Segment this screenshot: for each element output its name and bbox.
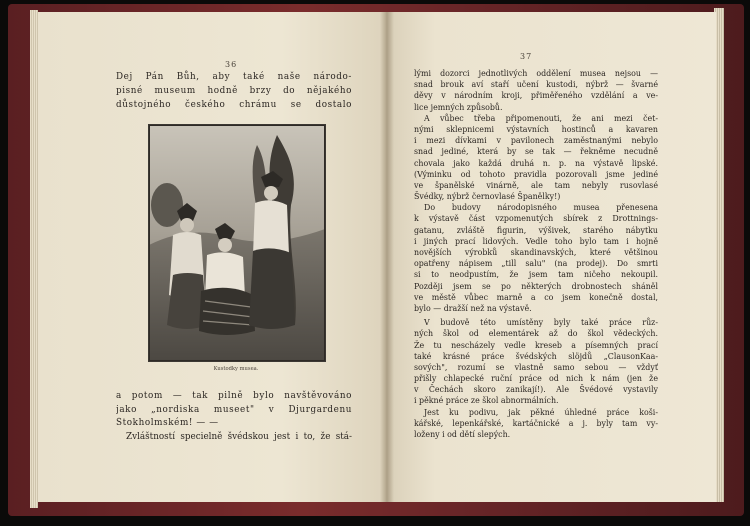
text-line: sových", rozumí se vlastně samo sebou — vždyť: [414, 362, 658, 372]
text-line: Do budovy národopisného musea přenesena: [424, 203, 658, 213]
text-line: pisné museum hodně brzy do nějakého: [116, 86, 352, 96]
text-line: novějších výrobků skandinavských, které většinou: [414, 248, 658, 257]
right-page: [386, 12, 716, 502]
text-line: V budově této umístěny byly také práce růz-: [424, 318, 658, 328]
text-line: také krásné práce švédských slöjdů „ClausonKaa-: [414, 351, 658, 361]
left-page-edges: [30, 10, 38, 508]
text-line: Švédky, nýbrž černovlasé Španělky!): [414, 192, 561, 202]
photo-figure: [148, 124, 326, 362]
text-line: ných škol od elementárek až do škol vědeckých.: [414, 329, 658, 339]
text-line: Dej Pán Bůh, aby také naše národo-: [116, 72, 352, 82]
text-line: bylo — dražší než na výstavě.: [414, 303, 532, 313]
figure-caption: Kustodky musea.: [213, 366, 259, 372]
text-line: nými sklepnicemi výstavních hostinců a kavaren: [414, 124, 658, 134]
text-line: Zvláštností specielně švédskou jest i to, že stá-: [126, 431, 352, 442]
left-page: [38, 12, 386, 502]
text-line: Že tu nescházely vedle kreseb a písemných prací: [414, 340, 658, 350]
right-page-number: 37: [520, 52, 533, 61]
book-gutter: [380, 12, 394, 502]
text-line: chovala jako každá druhá n. p. na výstavě lipské.: [414, 158, 658, 168]
text-line: loženy i od dětí slepých.: [414, 430, 511, 439]
text-line: i pěkné práce ze škol abnormálních.: [414, 396, 559, 406]
text-line: přišly chlapecké ruční práce od nich k nám (jen že: [414, 374, 658, 384]
text-line: děvy v národním kroji, přiměřeného vzdělání a ve-: [414, 91, 658, 101]
right-page-text: [414, 68, 658, 440]
text-line: Jest ku podivu, jak pěkné úhledné práce koši-: [424, 407, 658, 417]
text-line: Štokholmském! — —: [116, 418, 219, 428]
text-line: v Čechách skoro zanikají!). Ale Švédové vystavily: [414, 385, 658, 395]
text-line: (Výminku od tohoto pravidla pozorovali jsme jediné: [414, 169, 658, 179]
text-line: důstojného českého chrámu se dostalo: [116, 100, 352, 110]
text-line: gatanu, zvláště figurin, výšivek, starého nábytku: [414, 225, 658, 235]
text-line: opatřeny nápisem „till salu" (na prodej). Do smrti: [414, 259, 658, 269]
text-line: kářské, lepenkářské, kartáčnické a j. byly tam vy-: [414, 418, 658, 428]
text-line: snad jediné, která by se tak — řekněme necudně: [414, 147, 658, 157]
text-line: i jiných prací lidových. Vedle toho bylo tam i hojně: [414, 236, 658, 246]
left-page-number: 36: [225, 60, 238, 69]
text-line: snad brouk aví staří učení kustodi, nýbrž — švarné: [414, 80, 658, 90]
left-top-paragraph: [116, 70, 352, 112]
text-line: ve městě vůbec marně a co jsem konečně dostal,: [414, 292, 658, 302]
left-bottom-paragraph: [116, 390, 352, 444]
text-line: lými dozorci jednotlivých oddělení musea nejsou —: [414, 69, 658, 78]
text-line: ve španělské vinárně, ale tam nebyly rusovlasé: [414, 180, 658, 190]
text-line: lice jemných způsobů.: [414, 102, 503, 112]
text-line: si to neodpustím, že jsem tam ničeho nekoupil.: [414, 270, 658, 280]
text-line: a potom — tak pilně bylo navštěvováno: [116, 391, 352, 401]
text-line: k výstavě část vzpomenutých sbírek z Drottnings-: [414, 214, 658, 224]
text-line: Později jsem se po některých drobnostech sháněl: [414, 281, 658, 291]
text-line: i mezi dívkami v pavilonech zaměstnanými nebylo: [414, 136, 658, 146]
text-line: jako „nordiska museet" v Djurgardenu: [116, 404, 352, 415]
text-line: A vůbec třeba připomenouti, že ani mezi čet-: [424, 113, 658, 123]
